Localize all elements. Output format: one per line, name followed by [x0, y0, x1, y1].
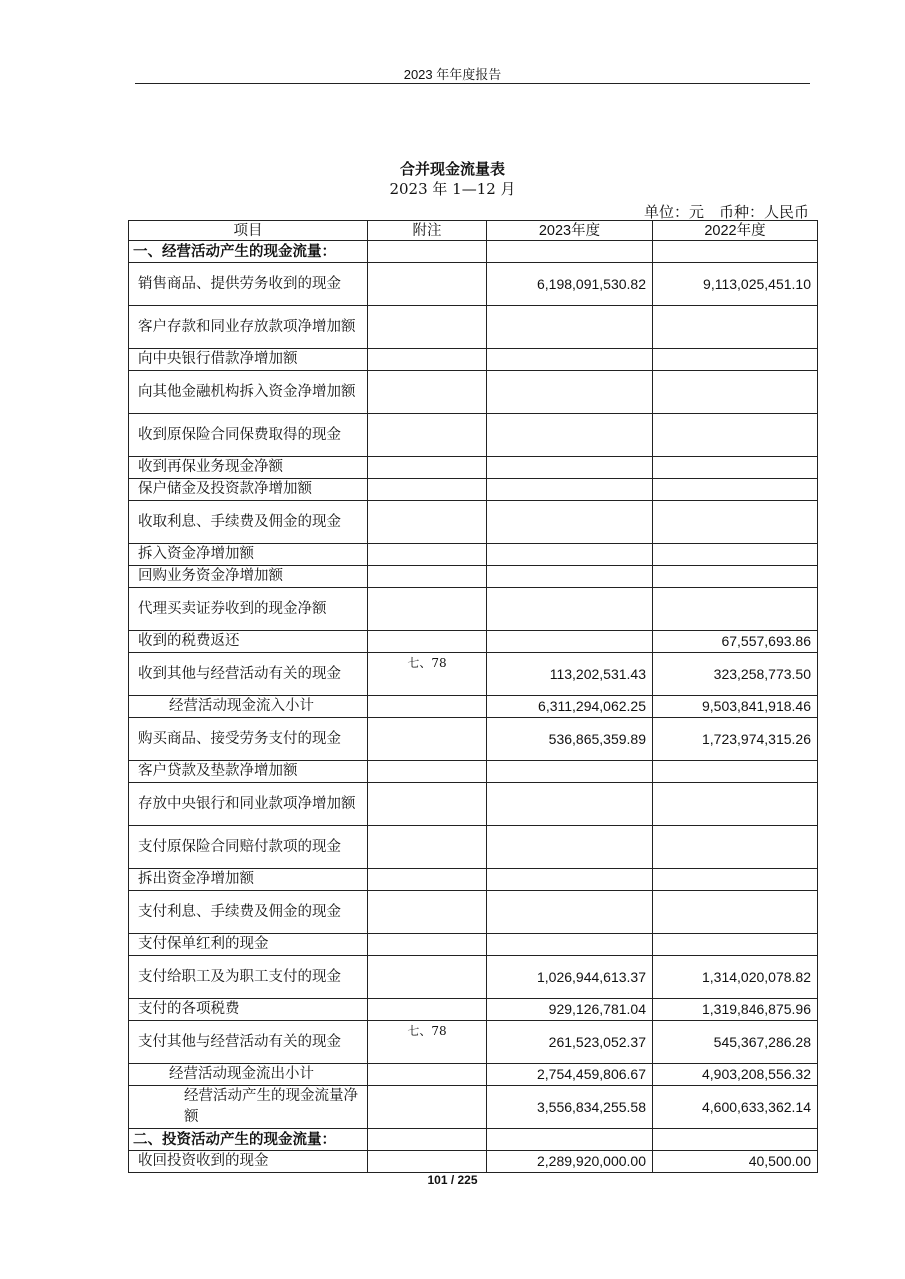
row-note [368, 631, 487, 653]
row-item-label: 支付利息、手续费及佣金的现金 [129, 891, 368, 934]
table-row [129, 501, 818, 544]
row-value-2023 [487, 826, 653, 869]
table-row [129, 826, 818, 869]
row-note [368, 414, 487, 457]
row-value-2022 [653, 588, 818, 631]
table-row [129, 414, 818, 457]
row-note [368, 1129, 487, 1151]
row-value-2023 [487, 371, 653, 414]
row-item-label: 支付保单红利的现金 [129, 934, 368, 956]
row-value-2023 [487, 783, 653, 826]
table-row [129, 761, 818, 783]
row-value-2023 [487, 761, 653, 783]
row-value-2023: 2,754,459,806.67 [487, 1064, 653, 1086]
table-row [129, 241, 818, 263]
row-item-label: 收到再保业务现金净额 [129, 457, 368, 479]
row-item-label: 客户存款和同业存放款项净增加额 [129, 306, 368, 349]
row-value-2022: 9,503,841,918.46 [653, 696, 818, 718]
row-value-2022 [653, 241, 818, 263]
row-value-2022 [653, 414, 818, 457]
table-row [129, 349, 818, 371]
table-row [129, 956, 818, 999]
row-note [368, 479, 487, 501]
row-note [368, 869, 487, 891]
statement-period: 2023 年 1—12 月 [389, 180, 516, 198]
row-value-2023 [487, 414, 653, 457]
table-header-row [129, 221, 818, 241]
row-item-label: 支付的各项税费 [129, 999, 368, 1021]
column-header-2023: 2023年度 [487, 221, 653, 241]
table-row [129, 1129, 818, 1151]
row-value-2022 [653, 457, 818, 479]
table-row [129, 1064, 818, 1086]
table-row [129, 479, 818, 501]
row-value-2022: 40,500.00 [653, 1151, 818, 1173]
row-note [368, 891, 487, 934]
row-value-2022: 545,367,286.28 [653, 1021, 818, 1064]
row-item-label: 收回投资收到的现金 [129, 1151, 368, 1173]
row-value-2022 [653, 306, 818, 349]
row-value-2023 [487, 457, 653, 479]
page-number: 101 / 225 [427, 1173, 478, 1187]
page-header: 2023 年年度报告 [403, 67, 502, 82]
row-note [368, 696, 487, 718]
table-row [129, 653, 818, 696]
row-value-2023: 6,311,294,062.25 [487, 696, 653, 718]
statement-title: 合并现金流量表 [399, 160, 505, 178]
row-item-label: 支付给职工及为职工支付的现金 [129, 956, 368, 999]
row-note [368, 718, 487, 761]
row-item-label: 拆入资金净增加额 [129, 544, 368, 566]
table-row [129, 306, 818, 349]
row-value-2023 [487, 934, 653, 956]
table-row [129, 544, 818, 566]
row-value-2023 [487, 1129, 653, 1151]
row-note [368, 761, 487, 783]
row-note [368, 1064, 487, 1086]
row-value-2023 [487, 588, 653, 631]
row-item-label: 向中央银行借款净增加额 [129, 349, 368, 371]
column-header-note: 附注 [368, 221, 487, 241]
row-value-2022 [653, 934, 818, 956]
row-value-2022 [653, 349, 818, 371]
row-value-2022 [653, 783, 818, 826]
row-item-label: 销售商品、提供劳务收到的现金 [129, 263, 368, 306]
row-value-2023: 2,289,920,000.00 [487, 1151, 653, 1173]
row-value-2023 [487, 241, 653, 263]
row-note: 七、78 [368, 1021, 487, 1064]
table-body [129, 241, 818, 1173]
row-note [368, 241, 487, 263]
row-item-label: 支付原保险合同赔付款项的现金 [129, 826, 368, 869]
row-value-2023: 929,126,781.04 [487, 999, 653, 1021]
row-value-2023: 536,865,359.89 [487, 718, 653, 761]
row-item-label: 收到原保险合同保费取得的现金 [129, 414, 368, 457]
cash-flow-table [128, 220, 818, 1173]
row-item-label: 经营活动现金流入小计 [129, 696, 368, 718]
row-value-2022: 67,557,693.86 [653, 631, 818, 653]
row-value-2022 [653, 826, 818, 869]
row-value-2022: 1,723,974,315.26 [653, 718, 818, 761]
row-item-label: 收取利息、手续费及佣金的现金 [129, 501, 368, 544]
row-value-2022 [653, 501, 818, 544]
row-note [368, 956, 487, 999]
row-value-2022: 1,314,020,078.82 [653, 956, 818, 999]
row-value-2022 [653, 1129, 818, 1151]
row-value-2022 [653, 869, 818, 891]
row-item-label: 存放中央银行和同业款项净增加额 [129, 783, 368, 826]
table-row [129, 1086, 818, 1129]
row-value-2023: 6,198,091,530.82 [487, 263, 653, 306]
row-value-2023: 1,026,944,613.37 [487, 956, 653, 999]
header-divider [135, 83, 810, 84]
table-row [129, 891, 818, 934]
row-value-2023: 113,202,531.43 [487, 653, 653, 696]
column-header-item: 项目 [129, 221, 368, 241]
row-note [368, 783, 487, 826]
row-value-2022: 1,319,846,875.96 [653, 999, 818, 1021]
row-note: 七、78 [368, 653, 487, 696]
table-row [129, 371, 818, 414]
row-value-2022 [653, 371, 818, 414]
row-item-label: 客户贷款及垫款净增加额 [129, 761, 368, 783]
row-value-2023 [487, 891, 653, 934]
row-value-2022 [653, 479, 818, 501]
table-row [129, 566, 818, 588]
table-row [129, 263, 818, 306]
table-row [129, 783, 818, 826]
row-note [368, 1151, 487, 1173]
section-heading: 一、经营活动产生的现金流量： [129, 241, 368, 263]
row-note [368, 826, 487, 869]
row-note [368, 588, 487, 631]
row-item-label: 购买商品、接受劳务支付的现金 [129, 718, 368, 761]
row-note [368, 1086, 487, 1129]
row-value-2023 [487, 544, 653, 566]
row-value-2022: 9,113,025,451.10 [653, 263, 818, 306]
row-item-label: 支付其他与经营活动有关的现金 [129, 1021, 368, 1064]
row-item-label: 经营活动产生的现金流量净额 [129, 1086, 368, 1129]
table-row [129, 631, 818, 653]
row-value-2023 [487, 349, 653, 371]
table-row [129, 696, 818, 718]
section-heading: 二、投资活动产生的现金流量： [129, 1129, 368, 1151]
row-value-2023 [487, 869, 653, 891]
column-header-2022: 2022年度 [653, 221, 818, 241]
row-value-2023 [487, 479, 653, 501]
row-note [368, 306, 487, 349]
row-value-2022: 4,600,633,362.14 [653, 1086, 818, 1129]
table-row [129, 934, 818, 956]
row-note [368, 371, 487, 414]
row-note [368, 544, 487, 566]
row-value-2023 [487, 501, 653, 544]
row-note [368, 566, 487, 588]
row-value-2022 [653, 566, 818, 588]
row-value-2023 [487, 631, 653, 653]
row-item-label: 经营活动现金流出小计 [129, 1064, 368, 1086]
row-value-2022 [653, 544, 818, 566]
table-row [129, 869, 818, 891]
row-note [368, 501, 487, 544]
row-item-label: 回购业务资金净增加额 [129, 566, 368, 588]
row-value-2022: 4,903,208,556.32 [653, 1064, 818, 1086]
row-item-label: 保户储金及投资款净增加额 [129, 479, 368, 501]
table-row [129, 718, 818, 761]
row-value-2023: 3,556,834,255.58 [487, 1086, 653, 1129]
table-row [129, 457, 818, 479]
row-item-label: 代理买卖证券收到的现金净额 [129, 588, 368, 631]
table-row [129, 1021, 818, 1064]
row-item-label: 收到其他与经营活动有关的现金 [129, 653, 368, 696]
table-row [129, 588, 818, 631]
currency-unit: 单位：元 币种：人民币 [643, 203, 809, 221]
row-value-2023 [487, 306, 653, 349]
row-value-2022 [653, 891, 818, 934]
table-row [129, 1151, 818, 1173]
table-row [129, 999, 818, 1021]
row-note [368, 999, 487, 1021]
row-note [368, 934, 487, 956]
row-item-label: 向其他金融机构拆入资金净增加额 [129, 371, 368, 414]
row-item-label: 拆出资金净增加额 [129, 869, 368, 891]
row-note [368, 349, 487, 371]
row-value-2022 [653, 761, 818, 783]
row-note [368, 457, 487, 479]
row-note [368, 263, 487, 306]
row-value-2023: 261,523,052.37 [487, 1021, 653, 1064]
row-item-label: 收到的税费返还 [129, 631, 368, 653]
row-value-2022: 323,258,773.50 [653, 653, 818, 696]
row-value-2023 [487, 566, 653, 588]
